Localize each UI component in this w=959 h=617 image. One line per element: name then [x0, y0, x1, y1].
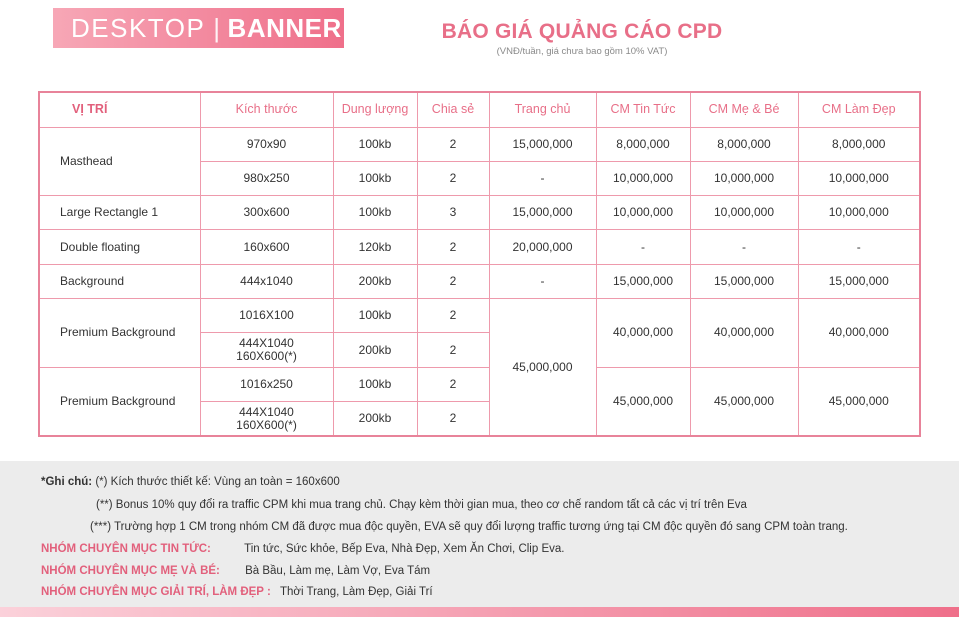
table-row — [39, 264, 920, 298]
position-cell: Premium Background — [39, 367, 200, 436]
table-row — [39, 196, 920, 230]
banner-tag-separator: | — [213, 12, 221, 43]
price-cell: 15,000,000 — [596, 264, 690, 298]
capacity-cell: 100kb — [333, 196, 417, 230]
group-mom-baby — [41, 565, 430, 577]
table-row — [39, 127, 920, 161]
size-cell: 980x250 — [200, 161, 333, 195]
price-cell: 15,000,000 — [489, 196, 596, 230]
group-label: NHÓM CHUYÊN MỤC MẸ VÀ BÉ: — [41, 565, 220, 577]
header-homepage: Trang chủ — [489, 92, 596, 127]
price-cell: 40,000,000 — [690, 299, 798, 368]
page-title: BÁO GIÁ QUẢNG CÁO CPD — [441, 20, 723, 43]
price-cell: - — [489, 161, 596, 195]
size-cell: 444x1040 — [200, 264, 333, 298]
table-row — [39, 230, 920, 264]
share-cell: 2 — [417, 333, 489, 367]
price-cell: 10,000,000 — [596, 196, 690, 230]
price-cell: 8,000,000 — [596, 127, 690, 161]
share-cell: 2 — [417, 127, 489, 161]
position-cell: Large Rectangle 1 — [39, 196, 200, 230]
price-cell: - — [690, 230, 798, 264]
table-row — [39, 367, 920, 401]
price-cell: 10,000,000 — [596, 161, 690, 195]
share-cell: 2 — [417, 161, 489, 195]
header-share: Chia sẻ — [417, 92, 489, 127]
header-cm-mom-baby: CM Mẹ & Bé — [690, 92, 798, 127]
group-value: Thời Trang, Làm Đẹp, Giải Trí — [280, 586, 433, 598]
price-cell: 45,000,000 — [798, 367, 920, 436]
size-cell: 160x600 — [200, 230, 333, 264]
size-cell: 1016x250 — [200, 367, 333, 401]
share-cell: 2 — [417, 299, 489, 333]
group-news — [41, 543, 564, 555]
capacity-cell: 100kb — [333, 161, 417, 195]
share-cell: 3 — [417, 196, 489, 230]
price-cell: 45,000,000 — [690, 367, 798, 436]
note-line-2: (**) Bonus 10% quy đổi ra traffic CPM khi mua trang chủ. Chạy kèm thời gian mua, theo cơ chế random tất cả các vị trí trên Eva — [96, 499, 747, 511]
price-cell: - — [798, 230, 920, 264]
note-text: (*) Kích thước thiết kế: Vùng an toàn = 160x600 — [95, 476, 340, 488]
position-cell: Masthead — [39, 127, 200, 196]
desktop-banner-tag — [53, 8, 344, 48]
group-entertainment-beauty — [41, 586, 433, 598]
capacity-cell: 200kb — [333, 402, 417, 436]
capacity-cell: 100kb — [333, 127, 417, 161]
group-label: NHÓM CHUYÊN MỤC TIN TỨC: — [41, 543, 211, 555]
header-size: Kích thước — [200, 92, 333, 127]
position-cell: Double floating — [39, 230, 200, 264]
size-cell: 444X1040 160X600(*) — [200, 333, 333, 367]
share-cell: 2 — [417, 230, 489, 264]
page-subtitle: (VNĐ/tuần, giá chưa bao gồm 10% VAT) — [496, 46, 668, 57]
size-cell: 970x90 — [200, 127, 333, 161]
price-cell: 40,000,000 — [596, 299, 690, 368]
price-cell: 8,000,000 — [798, 127, 920, 161]
price-cell: 10,000,000 — [798, 161, 920, 195]
size-cell: 300x600 — [200, 196, 333, 230]
group-value: Bà Bầu, Làm mẹ, Làm Vợ, Eva Tám — [245, 565, 431, 577]
price-cell: 8,000,000 — [690, 127, 798, 161]
capacity-cell: 100kb — [333, 367, 417, 401]
price-cell: 10,000,000 — [690, 196, 798, 230]
price-table — [38, 91, 921, 437]
banner-tag-bold: BANNER — [227, 12, 342, 43]
price-cell: 20,000,000 — [489, 230, 596, 264]
group-label: NHÓM CHUYÊN MỤC GIẢI TRÍ, LÀM ĐẸP : — [41, 586, 271, 598]
price-cell: - — [489, 264, 596, 298]
header-position: VỊ TRÍ — [39, 92, 200, 127]
header-cm-news: CM Tin Tức — [596, 92, 690, 127]
table-header-row — [39, 92, 920, 127]
price-cell: 15,000,000 — [690, 264, 798, 298]
share-cell: 2 — [417, 402, 489, 436]
size-cell: 1016X100 — [200, 299, 333, 333]
price-cell: 10,000,000 — [798, 196, 920, 230]
price-cell: 15,000,000 — [489, 127, 596, 161]
price-cell: 10,000,000 — [690, 161, 798, 195]
position-cell: Premium Background — [39, 299, 200, 368]
capacity-cell: 120kb — [333, 230, 417, 264]
header-capacity: Dung lượng — [333, 92, 417, 127]
capacity-cell: 100kb — [333, 299, 417, 333]
note-line-3: (***) Trường hợp 1 CM trong nhóm CM đã được mua độc quyền, EVA sẽ quy đổi lượng traffic tương ứng tại CM độc quyền đó sang CPM toàn trang. — [90, 521, 848, 533]
notes-panel — [0, 461, 959, 607]
price-cell: 45,000,000 — [489, 299, 596, 436]
header-cm-beauty: CM Làm Đẹp — [798, 92, 920, 127]
size-cell: 444X1040 160X600(*) — [200, 402, 333, 436]
note-line-1 — [41, 476, 340, 488]
position-cell: Background — [39, 264, 200, 298]
price-cell: 45,000,000 — [596, 367, 690, 436]
group-value: Tin tức, Sức khỏe, Bếp Eva, Nhà Đẹp, Xem Ăn Chơi, Clip Eva. — [244, 543, 565, 555]
bottom-gradient-bar — [0, 607, 959, 617]
banner-tag-light: DESKTOP — [71, 12, 206, 43]
price-cell: 40,000,000 — [798, 299, 920, 368]
capacity-cell: 200kb — [333, 264, 417, 298]
notes-label: *Ghi chú: — [41, 476, 93, 488]
price-cell: - — [596, 230, 690, 264]
capacity-cell: 200kb — [333, 333, 417, 367]
share-cell: 2 — [417, 367, 489, 401]
table-row — [39, 299, 920, 333]
price-cell: 15,000,000 — [798, 264, 920, 298]
share-cell: 2 — [417, 264, 489, 298]
